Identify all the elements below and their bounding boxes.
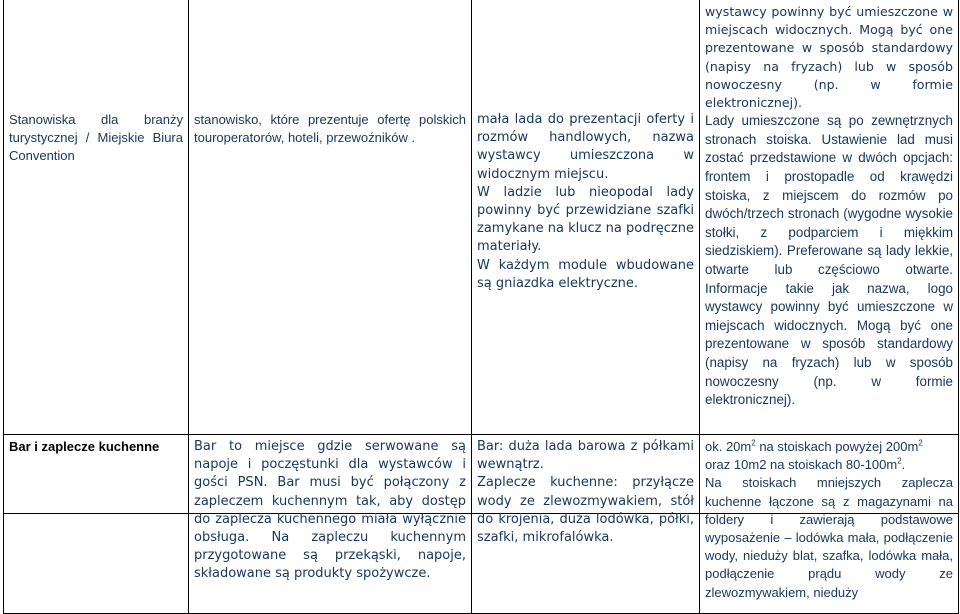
requirements-table-bottom <box>3 434 959 614</box>
row-description-a: Bar to miejsce gdzie serwowane są napoje i poczęstunki dla wystawców i gości PSN. Bar musi być połączony z zapleczem kuchennym tak, aby dostęp do zaplecza kuchennego miała wyłącznie obsługa. <box>194 439 466 546</box>
equipment-bar: Bar: duża lada barowa z półkami wewnątrz. <box>477 439 694 473</box>
row-description-b: Na zapleczu kuchennym przygotowane są przekąski, napoje, składowane są produkty spożywcze. <box>194 530 466 582</box>
recommended-paragraph-main: Lady umieszczone są po zewnętrznych stronach stoiska. Ustawienie lad musi zostać przedstawione w dwóch opcjach: frontem i prostopadle od krawędzi stoiska, z miejscem do rozmów po dwóch/trzech stronach (wygodne wysokie stołki, z podparciem i miękkim siedziskiem). Preferowane są lady lekkie, otwarte lub częściowo otwarte. Informacje takie jak nazwa, logo wystawcy powinny być umieszczone w miejscach widocznych. Mogą być one prezentowane w sposób standardowy (napisy na fryzach) lub w sposób nowoczesny (np. w formie elektronicznej). <box>705 113 953 408</box>
minimum-paragraph: W ladzie lub nieopodal lady powinny być przewidziane szafki zamykane na klucz na podręczne materiały. <box>477 184 694 255</box>
table-row <box>4 435 959 614</box>
area-line: ok. $20m^2$ na stoiskach powyżej $200m^2$ <box>705 438 923 454</box>
row-category: Stanowiska dla branży turystycznej / Miejskie Biura Convention <box>9 112 183 164</box>
recommended-paragraph-top: wystawcy powinny być umieszczone w miejscach widocznych. Mogą być one prezentowane w sposób standardowy (napisy na fryzach) lub w sposób nowoczesny (np. w formie elektronicznej). <box>705 4 953 111</box>
area-description: Na stoiskach mniejszych zaplecza kuchenne łączone są z magazynami na foldery i zawierają podstawowe wyposażenie – lodówka mała, podłączenie wody, nieduży blat, szafka, lodówka mała, podłączenie prądu wody ze zlewozmywakiem, nieduży <box>705 475 953 600</box>
row-description: stanowisko, które prezentuje ofertę polskich touroperatorów, hoteli, przewoźników . <box>194 112 466 146</box>
row-category-cell <box>4 435 189 614</box>
area-line: oraz 10m2 na stoiskach $80-100m^2$. <box>705 456 906 473</box>
equipment-kitchen: Zaplecze kuchenne: przyłącze wody ze zlewozmywakiem, stół do krojenia, duża lodówka, półki, szafki, mikrofalówka. <box>477 475 694 546</box>
minimum-paragraph: W każdym module wbudowane są gniazdka elektryczne. <box>477 257 694 291</box>
row-equipment-cell <box>472 435 700 614</box>
row-description-cell <box>189 435 472 614</box>
row-area-cell <box>700 435 959 614</box>
row-category: Bar i zaplecze kuchenne <box>9 439 160 454</box>
minimum-paragraph: mała lada do prezentacji oferty i rozmów handlowych, nazwa wystawcy umieszczona w widocznym miejscu. <box>477 112 694 182</box>
